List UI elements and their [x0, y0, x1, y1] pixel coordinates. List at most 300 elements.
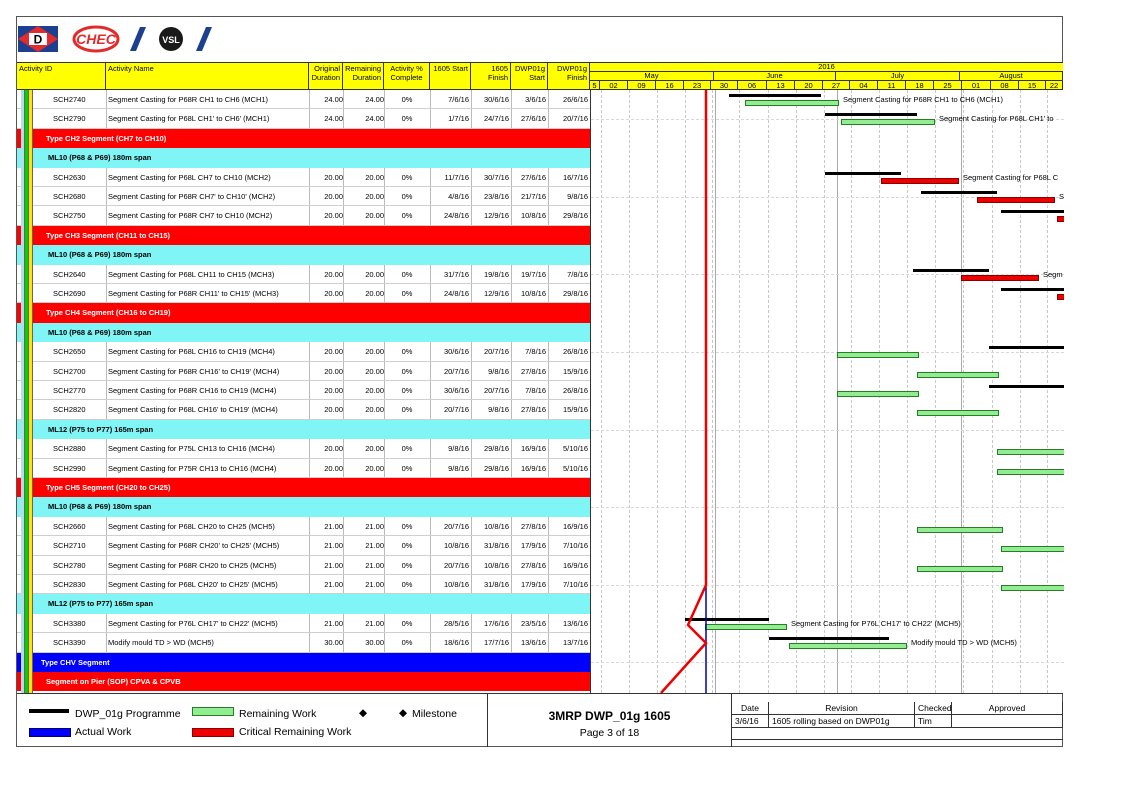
start-1605: 30/6/16	[443, 386, 469, 395]
column-divider	[548, 187, 549, 205]
activity-id: SCH2700	[53, 366, 86, 376]
column-divider	[430, 439, 431, 457]
dwp-finish: 7/10/16	[562, 580, 588, 589]
start-1605: 11/7/16	[444, 172, 469, 182]
timescale-year: 2016	[590, 63, 1063, 72]
table-header	[17, 62, 1063, 90]
column-divider	[430, 206, 431, 224]
column-divider	[309, 614, 310, 632]
start-1605: 20/7/16	[443, 405, 469, 415]
original-duration: 20.00	[324, 366, 343, 376]
chec-logo-icon	[74, 27, 118, 51]
group-label: ML12 (P75 to P77) 165m span	[48, 599, 154, 609]
col-1605-finish[interactable]: 1605 Finish	[471, 63, 511, 89]
column-divider	[511, 633, 512, 651]
percent-complete: 0%	[401, 192, 413, 201]
finish-1605: 17/7/16	[483, 638, 509, 648]
remaining-duration: 20.00	[365, 386, 384, 395]
activity-id: SCH2640	[53, 269, 86, 279]
table-row[interactable]	[17, 633, 590, 652]
start-1605: 1/7/16	[448, 114, 469, 124]
original-duration: 20.00	[324, 405, 343, 415]
column-divider	[430, 536, 431, 554]
column-divider	[471, 265, 472, 283]
rev-description: 1605 rolling based on DWP01g	[769, 715, 915, 728]
activity-id: SCH2630	[53, 172, 86, 182]
dwp-finish: 16/9/16	[562, 521, 588, 531]
column-divider	[511, 439, 512, 457]
activity-table	[17, 90, 590, 693]
dwp-finish: 9/8/16	[567, 192, 588, 201]
dwp-start: 7/8/16	[525, 386, 546, 395]
column-divider	[471, 536, 472, 554]
col-remaining-duration[interactable]: Remaining Duration	[343, 63, 384, 89]
original-duration: 20.00	[324, 192, 343, 201]
group-label: Type CHV Segment	[41, 657, 110, 667]
dwp-start: 27/8/16	[520, 521, 546, 531]
remaining-duration: 21.00	[365, 541, 384, 551]
column-divider	[548, 614, 549, 632]
group-label: ML12 (P75 to P77) 165m span	[48, 424, 154, 434]
rev-date: 3/6/16	[732, 715, 769, 728]
remaining-duration: 21.00	[365, 618, 384, 628]
table-row[interactable]	[17, 381, 590, 400]
original-duration: 20.00	[324, 289, 343, 298]
finish-1605: 29/8/16	[483, 444, 509, 454]
timescale-week: 27	[823, 81, 850, 90]
table-row[interactable]	[17, 517, 590, 536]
column-divider	[106, 265, 107, 283]
column-divider	[511, 362, 512, 380]
activity-id: SCH2880	[53, 444, 86, 454]
column-divider	[548, 517, 549, 535]
section-row[interactable]	[17, 478, 590, 497]
column-divider	[106, 342, 107, 360]
legend-critical-label: Critical Remaining Work	[239, 726, 352, 738]
column-divider	[430, 362, 431, 380]
table-row[interactable]	[17, 575, 590, 594]
percent-complete: 0%	[401, 638, 413, 648]
column-divider	[309, 187, 310, 205]
column-divider	[384, 90, 385, 108]
column-divider	[471, 90, 472, 108]
column-divider	[548, 536, 549, 554]
col-dwp01g-start[interactable]: DWP01g Start	[511, 63, 548, 89]
column-divider	[343, 284, 344, 302]
activity-name: Segment Casting for P68L CH20' to CH25' (MCH5)	[108, 580, 278, 589]
activity-name: Segment Casting for P68R CH16' to CH19' (MCH4)	[108, 366, 280, 376]
column-divider	[430, 109, 431, 127]
table-row[interactable]	[17, 556, 590, 575]
remaining-duration: 20.00	[365, 211, 384, 221]
dwp-finish: 13/6/16	[562, 618, 588, 628]
original-duration: 24.00	[324, 114, 343, 124]
column-divider	[471, 400, 472, 418]
column-divider	[309, 633, 310, 651]
percent-complete: 0%	[401, 521, 413, 531]
timescale-week: 25	[934, 81, 962, 90]
section-row[interactable]	[17, 129, 590, 148]
section-row[interactable]	[17, 653, 590, 672]
dwp-start: 27/8/16	[520, 405, 546, 415]
table-row[interactable]	[17, 439, 590, 458]
dwp-start: 21/7/16	[520, 192, 546, 201]
activity-id: SCH2750	[53, 211, 86, 221]
activity-name: Segment Casting for P68L CH16' to CH19' (MCH4)	[108, 405, 278, 415]
column-divider	[511, 284, 512, 302]
column-divider	[343, 187, 344, 205]
column-divider	[309, 381, 310, 399]
dwp-start: 16/9/16	[520, 444, 546, 454]
finish-1605: 24/7/16	[483, 114, 509, 124]
timescale-week: 18	[906, 81, 934, 90]
original-duration: 21.00	[324, 521, 343, 531]
column-divider	[471, 517, 472, 535]
finish-1605: 12/9/16	[483, 289, 509, 298]
column-divider	[548, 168, 549, 186]
column-divider	[106, 517, 107, 535]
column-divider	[309, 265, 310, 283]
column-divider	[384, 459, 385, 477]
original-duration: 20.00	[324, 386, 343, 395]
original-duration: 21.00	[324, 580, 343, 589]
column-divider	[471, 342, 472, 360]
finish-1605: 10/8/16	[483, 521, 509, 531]
column-divider	[343, 536, 344, 554]
table-row[interactable]	[17, 206, 590, 225]
column-divider	[471, 206, 472, 224]
activity-name: Segment Casting for P68R CH20' to CH25' (MCH5)	[108, 541, 280, 551]
column-divider	[511, 168, 512, 186]
column-divider	[548, 342, 549, 360]
activity-id: SCH2650	[53, 347, 86, 357]
legend-actual-label: Actual Work	[75, 726, 132, 738]
column-divider	[511, 517, 512, 535]
group-row[interactable]	[17, 420, 590, 439]
group-label: ML10 (P68 & P69) 180m span	[48, 327, 152, 337]
table-row[interactable]	[17, 109, 590, 128]
remaining-duration: 20.00	[365, 289, 384, 298]
column-divider	[309, 459, 310, 477]
start-1605: 9/8/16	[448, 463, 469, 473]
column-divider	[384, 187, 385, 205]
finish-1605: 30/7/16	[483, 172, 509, 182]
dwp-finish: 15/9/16	[562, 366, 588, 376]
rev-header-checked: Checked	[915, 702, 952, 715]
remaining-duration: 20.00	[365, 192, 384, 201]
start-1605: 20/7/16	[443, 560, 469, 570]
remaining-duration: 24.00	[365, 95, 384, 104]
legend-area	[17, 693, 1063, 747]
gantt-bar-label: Segm	[1043, 269, 1063, 279]
table-row[interactable]	[17, 614, 590, 633]
column-divider	[309, 439, 310, 457]
column-divider	[384, 400, 385, 418]
column-divider	[343, 439, 344, 457]
column-divider	[106, 109, 107, 127]
column-divider	[471, 362, 472, 380]
column-divider	[309, 517, 310, 535]
column-divider	[309, 400, 310, 418]
column-divider	[106, 556, 107, 574]
column-divider	[471, 614, 472, 632]
wbs-level-strip	[29, 90, 33, 693]
group-row[interactable]	[17, 594, 590, 613]
column-divider	[430, 575, 431, 593]
activity-name: Segment Casting for P68R CH7' to CH10' (MCH2)	[108, 192, 276, 201]
percent-complete: 0%	[401, 463, 413, 473]
timescale-week: 16	[656, 81, 684, 90]
column-divider	[106, 187, 107, 205]
column-divider	[511, 556, 512, 574]
legend-programme-swatch	[29, 709, 69, 713]
start-1605: 10/8/16	[443, 580, 469, 589]
column-divider	[471, 187, 472, 205]
timescale-months	[590, 71, 1063, 80]
column-divider	[343, 90, 344, 108]
dwp-start: 16/9/16	[520, 463, 546, 473]
column-divider	[384, 168, 385, 186]
column-divider	[309, 284, 310, 302]
activity-id: SCH2770	[53, 386, 86, 395]
column-divider	[106, 536, 107, 554]
company-logos	[18, 24, 218, 54]
column-divider	[106, 362, 107, 380]
activity-id: SCH2990	[53, 463, 86, 473]
column-divider	[430, 400, 431, 418]
table-row[interactable]	[17, 168, 590, 187]
column-divider	[106, 633, 107, 651]
column-divider	[384, 633, 385, 651]
column-divider	[471, 575, 472, 593]
percent-complete: 0%	[401, 386, 413, 395]
column-divider	[343, 342, 344, 360]
activity-name: Segment Casting for P68R CH7 to CH10 (MCH2)	[108, 211, 273, 221]
table-row[interactable]	[17, 459, 590, 478]
percent-complete: 0%	[401, 347, 413, 357]
original-duration: 30.00	[324, 638, 343, 648]
start-1605: 24/8/16	[443, 211, 469, 221]
column-divider	[106, 90, 107, 108]
column-divider	[384, 381, 385, 399]
column-divider	[511, 536, 512, 554]
group-row[interactable]	[17, 148, 590, 167]
revision-table	[732, 694, 1063, 747]
timescale-weeks	[590, 80, 1063, 90]
remaining-duration: 20.00	[365, 269, 384, 279]
col-activity-name[interactable]: Activity Name	[106, 63, 309, 89]
activity-id: SCH2790	[53, 114, 86, 124]
milestone-diamond-icon: ◆	[359, 707, 368, 719]
table-row[interactable]	[17, 362, 590, 381]
progress-line	[661, 90, 706, 693]
percent-complete: 0%	[401, 95, 413, 104]
column-divider	[430, 90, 431, 108]
dwp-start: 7/8/16	[525, 347, 546, 357]
column-divider	[548, 284, 549, 302]
activity-name: Segment Casting for P68R CH20 to CH25 (MCH5)	[108, 560, 277, 570]
col-dwp01g-finish[interactable]: DWP01g Finish	[548, 63, 590, 89]
column-divider	[511, 206, 512, 224]
column-divider	[309, 556, 310, 574]
percent-complete: 0%	[401, 172, 413, 182]
group-label: ML10 (P68 & P69) 180m span	[48, 502, 152, 512]
dwp-start: 23/5/16	[520, 618, 546, 628]
table-row[interactable]	[17, 400, 590, 419]
column-divider	[309, 362, 310, 380]
column-divider	[471, 439, 472, 457]
col-original-duration[interactable]: Original Duration	[309, 63, 343, 89]
svg-text:D: D	[33, 32, 43, 47]
column-divider	[471, 556, 472, 574]
table-row[interactable]	[17, 90, 590, 109]
column-divider	[430, 459, 431, 477]
group-label: ML10 (P68 & P69) 180m span	[48, 250, 152, 260]
start-1605: 18/6/16	[443, 638, 469, 648]
activity-name: Segment Casting for P68L CH7 to CH10 (MCH2)	[108, 172, 271, 182]
timescale-week: 23	[684, 81, 711, 90]
percent-complete: 0%	[401, 618, 413, 628]
activity-name: Segment Casting for P76L CH17' to CH22' (MCH5)	[108, 618, 278, 628]
column-divider	[430, 517, 431, 535]
timescale-month: July	[836, 71, 960, 80]
column-divider	[343, 109, 344, 127]
column-divider	[430, 284, 431, 302]
finish-1605: 30/6/16	[483, 95, 509, 104]
svg-text:CHEC: CHEC	[76, 31, 116, 47]
timescale-week: 04	[850, 81, 878, 90]
column-divider	[511, 265, 512, 283]
col-activity-id[interactable]: Activity ID	[17, 63, 106, 89]
column-divider	[343, 168, 344, 186]
timescale-month: August	[960, 71, 1063, 80]
column-divider	[343, 206, 344, 224]
column-divider	[430, 614, 431, 632]
table-row[interactable]	[17, 265, 590, 284]
table-row[interactable]	[17, 284, 590, 303]
start-1605: 28/5/16	[443, 618, 469, 628]
column-divider	[471, 459, 472, 477]
rev-checked: Tim	[915, 715, 952, 728]
percent-complete: 0%	[401, 289, 413, 298]
group-row[interactable]	[17, 245, 590, 264]
original-duration: 21.00	[324, 618, 343, 628]
activity-name: Segment Casting for P68L CH20 to CH25 (MCH5)	[108, 521, 275, 531]
timescale-week: 20	[795, 81, 823, 90]
section-row[interactable]	[17, 303, 590, 322]
column-divider	[343, 575, 344, 593]
start-1605: 7/6/16	[448, 95, 469, 104]
column-divider	[343, 614, 344, 632]
column-divider	[430, 633, 431, 651]
start-1605: 9/8/16	[448, 444, 469, 454]
remaining-duration: 21.00	[365, 580, 384, 589]
schedule-title: 3MRP DWP_01g 1605	[548, 709, 671, 723]
column-divider	[548, 109, 549, 127]
section-row[interactable]	[17, 672, 590, 691]
group-label: Type CH4 Segment (CH16 to CH19)	[46, 308, 171, 318]
start-1605: 20/7/16	[443, 366, 469, 376]
dwp-finish: 5/10/16	[562, 463, 588, 473]
remaining-duration: 30.00	[365, 638, 384, 648]
column-divider	[471, 284, 472, 302]
percent-complete: 0%	[401, 560, 413, 570]
finish-1605: 12/9/16	[483, 211, 509, 221]
dragages-logo-icon	[18, 26, 58, 52]
timescale-week: 11	[878, 81, 906, 90]
activity-name: Segment Casting for P68L CH1' to CH6' (MCH1)	[108, 114, 270, 124]
dwp-finish: 5/10/16	[562, 444, 588, 454]
dwp-start: 27/6/16	[520, 172, 546, 182]
column-divider	[430, 265, 431, 283]
timescale-week: 08	[991, 81, 1019, 90]
table-row[interactable]	[17, 187, 590, 206]
dwp-start: 13/6/16	[520, 638, 546, 648]
svg-text:VSL: VSL	[162, 35, 180, 45]
column-divider	[471, 381, 472, 399]
column-divider	[384, 556, 385, 574]
start-1605: 31/7/16	[443, 269, 469, 279]
remaining-duration: 20.00	[365, 347, 384, 357]
remaining-duration: 20.00	[365, 172, 384, 182]
column-divider	[471, 633, 472, 651]
col-activity-complete[interactable]: Activity % Complete	[384, 63, 430, 89]
column-divider	[548, 90, 549, 108]
activity-name: Segment Casting for P75R CH13 to CH16 (MCH4)	[108, 463, 277, 473]
gantt-bar-label: Modify mould TD > WD (MCH5)	[911, 638, 1017, 648]
column-divider	[511, 342, 512, 360]
start-1605: 30/6/16	[443, 347, 469, 357]
column-divider	[309, 342, 310, 360]
legend-milestone-label: Milestone	[412, 708, 457, 720]
percent-complete: 0%	[401, 444, 413, 454]
remaining-duration: 20.00	[365, 444, 384, 454]
section-row[interactable]	[17, 226, 590, 245]
legend-actual-swatch	[29, 728, 71, 737]
finish-1605: 20/7/16	[483, 347, 509, 357]
rev-approved	[952, 715, 1063, 728]
group-row[interactable]	[17, 497, 590, 516]
timescale-month: June	[714, 71, 836, 80]
col-1605-start[interactable]: 1605 Start	[430, 63, 471, 89]
remaining-duration: 24.00	[365, 114, 384, 124]
dwp-finish: 26/8/16	[562, 347, 588, 357]
column-divider	[430, 168, 431, 186]
remaining-duration: 21.00	[365, 521, 384, 531]
column-divider	[548, 575, 549, 593]
column-divider	[106, 400, 107, 418]
column-divider	[384, 284, 385, 302]
column-divider	[343, 400, 344, 418]
dwp-finish: 16/7/16	[562, 172, 588, 182]
dwp-finish: 13/7/16	[562, 638, 588, 648]
table-row[interactable]	[17, 536, 590, 555]
progress-lines	[591, 90, 1064, 693]
timescale-week: 30	[711, 81, 738, 90]
percent-complete: 0%	[401, 269, 413, 279]
table-row[interactable]	[17, 342, 590, 361]
timescale-header	[590, 63, 1063, 89]
timescale-week: 22	[1046, 81, 1063, 90]
legend-remaining-label: Remaining Work	[239, 708, 317, 720]
original-duration: 20.00	[324, 172, 343, 182]
column-divider	[548, 362, 549, 380]
rev-header-approved: Approved	[952, 702, 1063, 715]
group-row[interactable]	[17, 323, 590, 342]
column-divider	[309, 536, 310, 554]
percent-complete: 0%	[401, 114, 413, 124]
finish-1605: 31/8/16	[483, 580, 509, 589]
